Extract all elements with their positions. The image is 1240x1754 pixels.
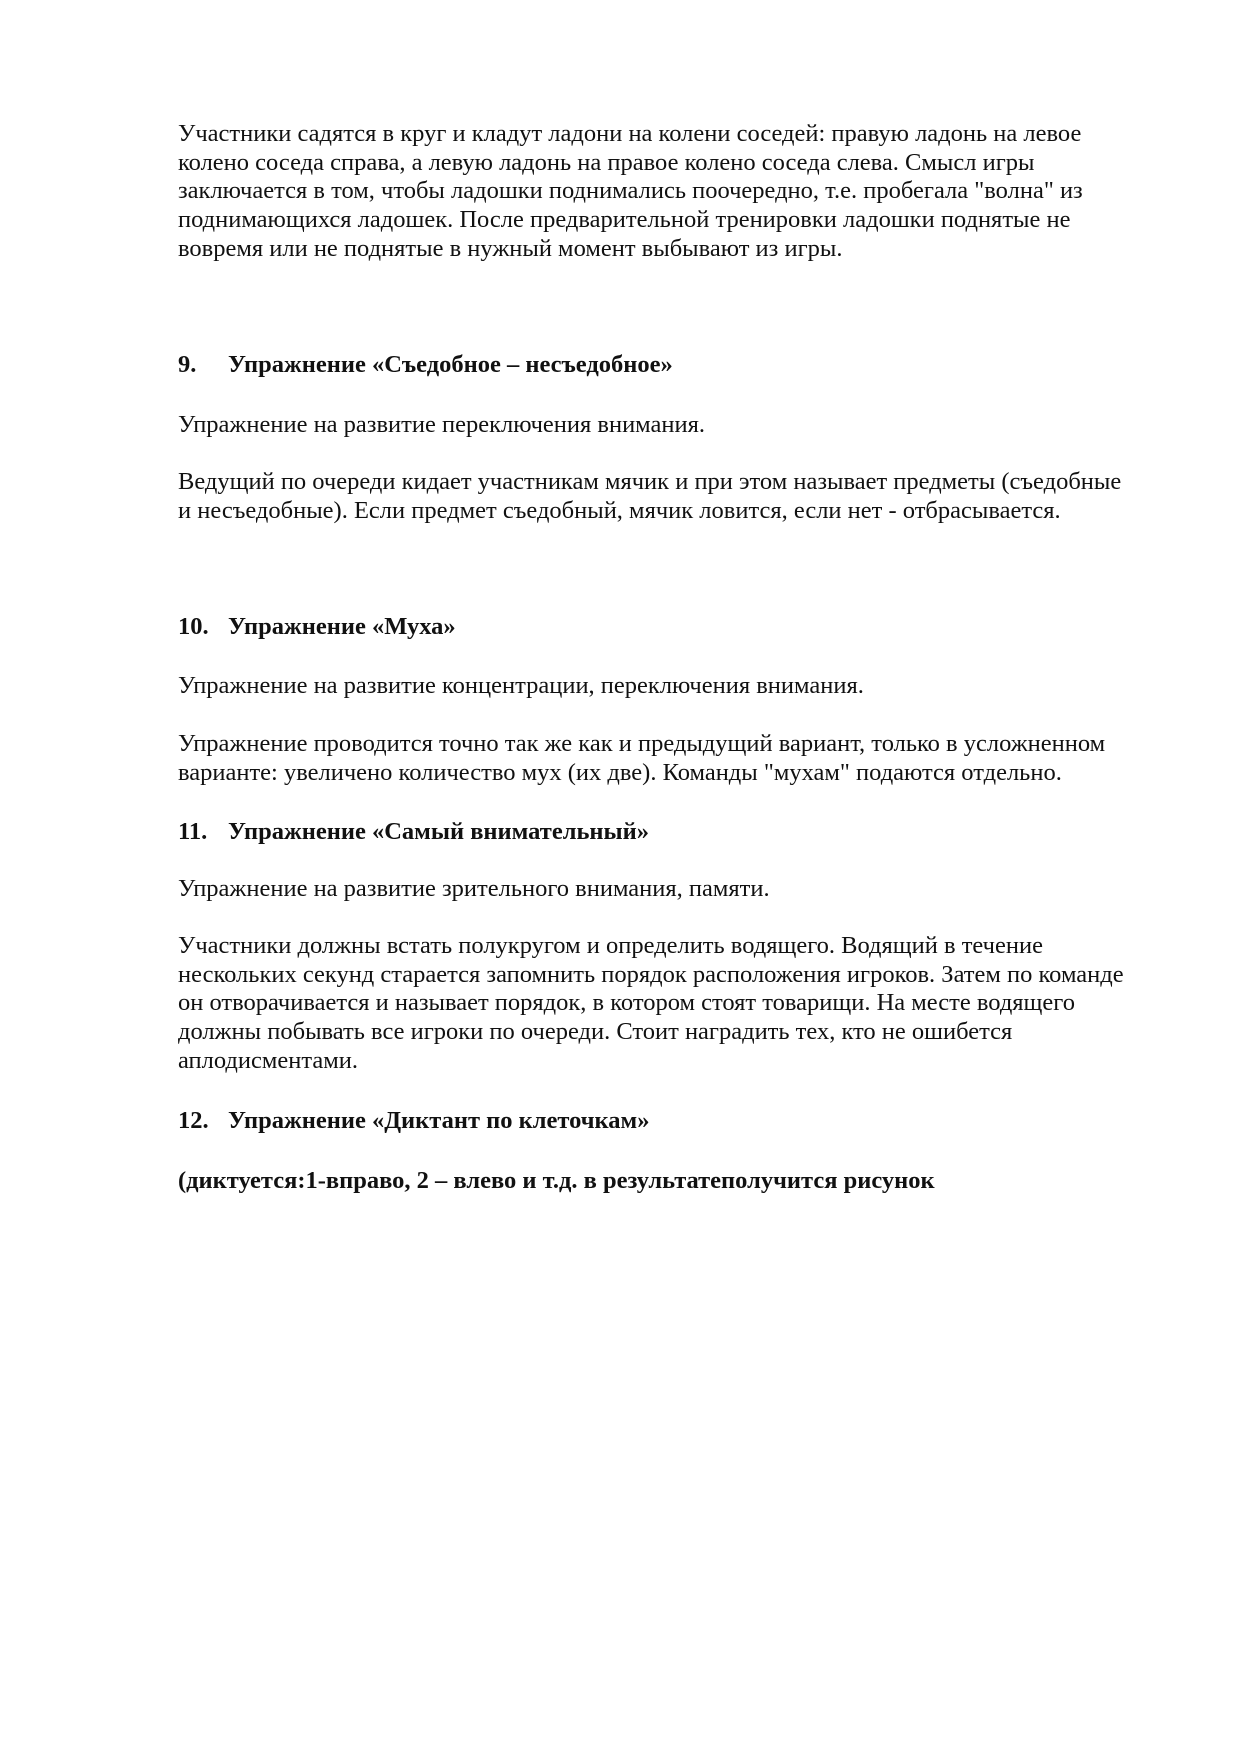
section-number: 10. [178,613,209,640]
text-line: Ведущий по очереди кидает участникам мячик и при этом называет предметы (съедобные [178,468,1122,495]
section-9-description [178,468,1121,525]
section-9-purpose: Упражнение на развитие переключения внимания. [178,411,706,438]
section-title: Упражнение «Диктант по клеточкам» [228,1107,650,1134]
text-line: должны побывать все игроки по очереди. Стоит наградить тех, кто не ошибется [178,1018,1013,1046]
section-11-purpose: Упражнение на развитие зрительного внимания, памяти. [178,875,770,902]
section-number: 9. [178,351,197,378]
text-line: Участники садятся в круг и кладут ладони на колени соседей: правую ладонь на левое [178,120,1082,147]
section-12-heading [178,1107,649,1136]
section-9-heading [178,351,673,380]
section-title: Упражнение «Самый внимательный» [228,818,650,845]
text-line: поднимающихся ладошек. После предварительной тренировки ладошки поднятые не [178,206,1071,234]
section-title: Упражнение «Муха» [228,613,456,640]
section-number: 12. [178,1107,209,1134]
section-10-description [178,730,1105,787]
section-12-note: (диктуется:1-вправо, 2 – влево и т.д. в результатеполучится рисунок [178,1167,935,1194]
text-line: он отворачивается и называет порядок, в котором стоят товарищи. На месте водящего [178,989,1075,1017]
text-line: колено соседа справа, а левую ладонь на правое колено соседа слева. Смысл игры [178,148,1035,176]
section-11-heading [178,818,649,847]
text-line: заключается в том, чтобы ладошки поднимались поочередно, т.е. пробегала "волна" из [178,177,1083,205]
section-10-purpose: Упражнение на развитие концентрации, переключения внимания. [178,672,864,699]
text-line: аплодисментами. [178,1046,358,1074]
text-line: Упражнение проводится точно так же как и предыдущий вариант, только в усложненном [178,730,1106,757]
intro-paragraph [178,120,1083,263]
section-title: Упражнение «Съедобное – несъедобное» [228,351,673,378]
section-11-description [178,932,1124,1075]
text-line: вовремя или не поднятые в нужный момент выбывают из игры. [178,234,843,262]
section-10-heading [178,613,456,642]
text-line: Участники должны встать полукругом и определить водящего. Водящий в течение [178,932,1043,959]
text-line: и несъедобные). Если предмет съедобный, мячик ловится, если нет - отбрасывается. [178,496,1061,524]
text-line: нескольких секунд старается запомнить порядок расположения игроков. Затем по команде [178,960,1124,988]
section-number: 11. [178,818,208,845]
text-line: варианте: увеличено количество мух (их две). Команды "мухам" подаются отдельно. [178,758,1062,786]
